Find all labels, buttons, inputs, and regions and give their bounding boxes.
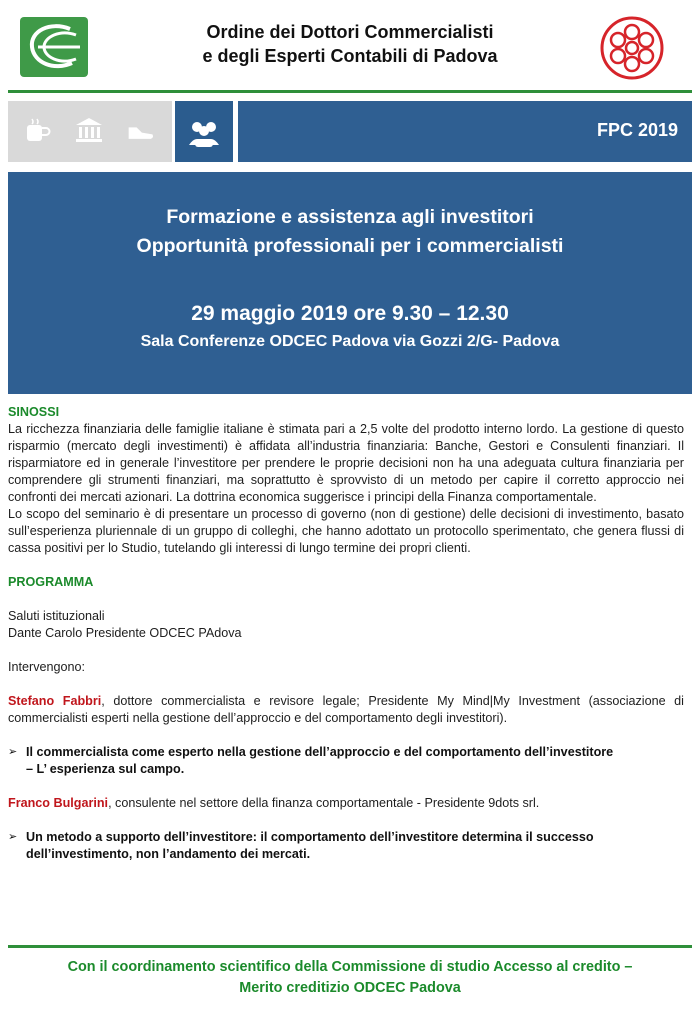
event-venue: Sala Conferenze ODCEC Padova via Gozzi 2/G- Padova bbox=[140, 333, 560, 350]
talk-1-line2: – L’ esperienza sul campo. bbox=[26, 762, 185, 776]
bank-building-icon bbox=[74, 115, 104, 145]
category-icon-band bbox=[8, 101, 172, 162]
event-date: 29 maggio 2019 ore 9.30 – 12.30 bbox=[191, 302, 509, 325]
speaker-1-description: , dottore commercialista e revisore legale; Presidente My Mind|My Investment (associazione di commercialisti esperti nella gestione dell’approccio e del comportamento degli investitori). bbox=[8, 694, 684, 725]
speaker-2 bbox=[8, 795, 684, 812]
shoe-icon bbox=[126, 115, 156, 145]
header-divider bbox=[8, 90, 692, 93]
event-title-line1: Formazione e assistenza agli investitori bbox=[166, 206, 534, 228]
organization-title-line2: e degli Esperti Contabili di Padova bbox=[202, 46, 498, 66]
footer-line1: Con il coordinamento scientifico della Commissione di studio Accesso al credito – bbox=[67, 959, 633, 975]
odcec-logo-icon bbox=[20, 17, 88, 77]
talk-2-line1: Un metodo a supporto dell’investitore: il comportamento dell’investitore determina il successo bbox=[26, 830, 594, 844]
speaker-2-name: Franco Bulgarini bbox=[8, 796, 109, 810]
sinossi-paragraph-2: Lo scopo del seminario è di presentare un processo di governo (non di gestione) delle decisioni di investimento, basato sull’esperienza pluriennale di un gruppo di colleghi, che hanno adottato un protocollo sperimentato, che genera flussi di cassa positivi per lo Studio, tutelando gli interessi di lungo termine dei propri clienti. bbox=[8, 507, 684, 555]
people-group-icon bbox=[175, 101, 233, 162]
sinossi-heading: SINOSSI bbox=[8, 405, 60, 419]
organization-title bbox=[120, 20, 580, 68]
saluti-label: Saluti istituzionali bbox=[8, 609, 105, 623]
sinossi-paragraph-1: La ricchezza finanziaria delle famiglie italiane è stimata pari a 2,5 volte del prodotto interno lordo. La gestione di questo risparmio (mercato degli investimenti) è affidata all’industria finanziaria: Banche, Gestori e Consulenti finanziari. Il risparmiatore ed in generale l’investitore per prendere le proprie decisioni non ha una adeguata cultura finanziaria per comprendere gli strumenti finanziari, ma soprattutto è sprovvisto di un metodo per capire il corretto approccio nei confronti dei mercati azionari. La dottrina economica suggerisce i principi della Finanza comportamentale. bbox=[8, 422, 684, 504]
coffee-cup-icon bbox=[22, 115, 52, 145]
talk-2-line2: dell’investimento, non l’andamento dei mercati. bbox=[26, 847, 311, 861]
saluti-speaker: Dante Carolo Presidente ODCEC PAdova bbox=[8, 626, 242, 640]
bullet-arrow-icon: ➢ bbox=[8, 746, 18, 758]
talk-2 bbox=[8, 829, 684, 863]
speaker-1 bbox=[8, 693, 684, 727]
intervengono-label: Intervengono: bbox=[8, 660, 86, 674]
event-title-line2: Opportunità professionali per i commercialisti bbox=[136, 235, 564, 257]
talk-1 bbox=[8, 744, 684, 778]
document-body bbox=[8, 404, 684, 863]
fpc-label: FPC 2019 bbox=[596, 120, 678, 140]
organization-title-line1: Ordine dei Dottori Commercialisti bbox=[206, 22, 494, 42]
cndcec-rosette-icon bbox=[596, 12, 668, 84]
footer-credit bbox=[0, 957, 700, 999]
speaker-1-name: Stefano Fabbri bbox=[8, 694, 102, 708]
programma-heading: PROGRAMMA bbox=[8, 575, 94, 589]
footer-divider bbox=[8, 945, 692, 948]
footer-line2: Merito creditizio ODCEC Padova bbox=[239, 980, 461, 996]
speaker-2-description: , consulente nel settore della finanza comportamentale - Presidente 9dots srl. bbox=[108, 796, 540, 810]
event-title-box bbox=[8, 172, 692, 394]
bullet-arrow-icon: ➢ bbox=[8, 831, 18, 843]
talk-1-line1: Il commercialista come esperto nella gestione dell’approccio e del comportamento dell’investitore bbox=[26, 745, 614, 759]
fpc-band bbox=[238, 101, 692, 162]
